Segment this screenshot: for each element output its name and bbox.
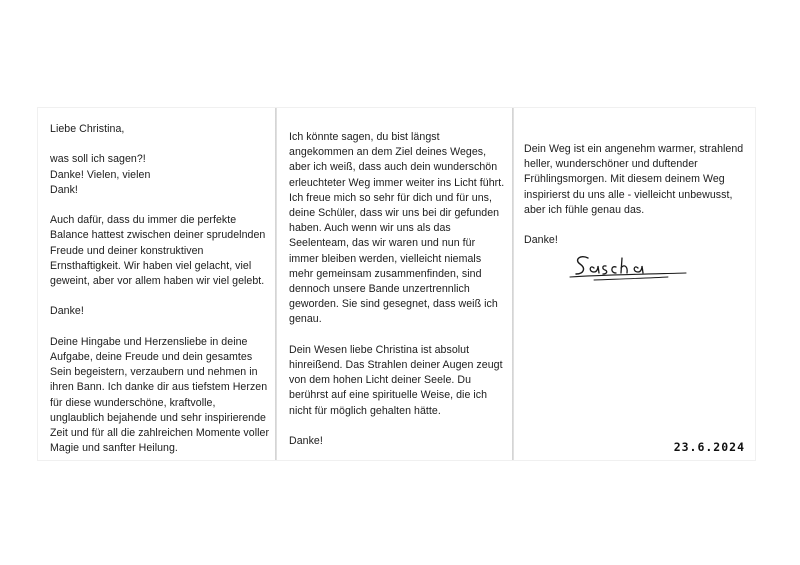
paragraph: was soll ich sagen?! Danke! Vielen, vielen Dank!: [50, 153, 151, 196]
handwritten-signature: [550, 246, 690, 286]
fold-line: [275, 108, 277, 460]
paragraph: Danke!: [524, 234, 558, 247]
paragraph: Dein Weg ist ein angenehm warmer, strahlend heller, wunderschöner und duftender Frühlingsmorgen. Mit diesem deinem Weg inspirierst du uns alle - vielleicht unbewusst, aber ich fühle genau das.: [524, 143, 744, 216]
fold-line: [512, 108, 514, 460]
paragraph: Deine Hingabe und Herzensliebe in deine Aufgabe, deine Freude und dein gesamtes Sein begeistern, verzaubern und nehmen in ihren Bann. Ich danke dir aus tiefstem Herzen für diese wunderschöne, kraftvolle, unglaublich bejahende und sehr inspirierende Zeit und für all die zahlreichen Momente voller Magie und sanfter Heilung.: [50, 335, 270, 455]
letter-column-2: [289, 130, 505, 464]
letter-column-1: [50, 122, 270, 472]
paragraph: Danke!: [50, 305, 84, 318]
handwritten-date: 23.6.2024: [673, 440, 745, 454]
paragraph: Danke!: [289, 435, 323, 448]
greeting: Liebe Christina,: [50, 123, 125, 135]
paragraph: Ich könnte sagen, du bist längst angekommen an dem Ziel deines Weges, aber ich weiß, dass auch dein wunderschön erleuchteter Weg immer weiter ins Licht führt. Ich freue mich so sehr für dich und für uns, deine Schüler, dass wir uns bei dir gefunden haben. Auch wenn wir uns als das Seelenteam, das wir waren und nun für immer bleiben werden, vielleicht niemals mehr gemeinsam zusammenfinden, sind dennoch unsere Bande unzertrennlich geworden. Sie sind gesegnet, dass weiß ich genau.: [289, 131, 505, 326]
letter-sheet: [38, 108, 755, 460]
paragraph: Auch dafür, dass du immer die perfekte Balance hattest zwischen deiner sprudelnden Freude und deiner konstruktiven Ernsthaftigkeit. Wir haben viel gelacht, viel geweint, aber vor allem haben wir viel gelebt.: [50, 214, 266, 287]
paragraph: Dein Wesen liebe Christina ist absolut hinreißend. Das Strahlen deiner Augen zeugt von dem hohen Licht deiner Seele. Du berührst auf eine spirituelle Weise, die ich nicht für möglich gehalten hätte.: [289, 343, 503, 417]
